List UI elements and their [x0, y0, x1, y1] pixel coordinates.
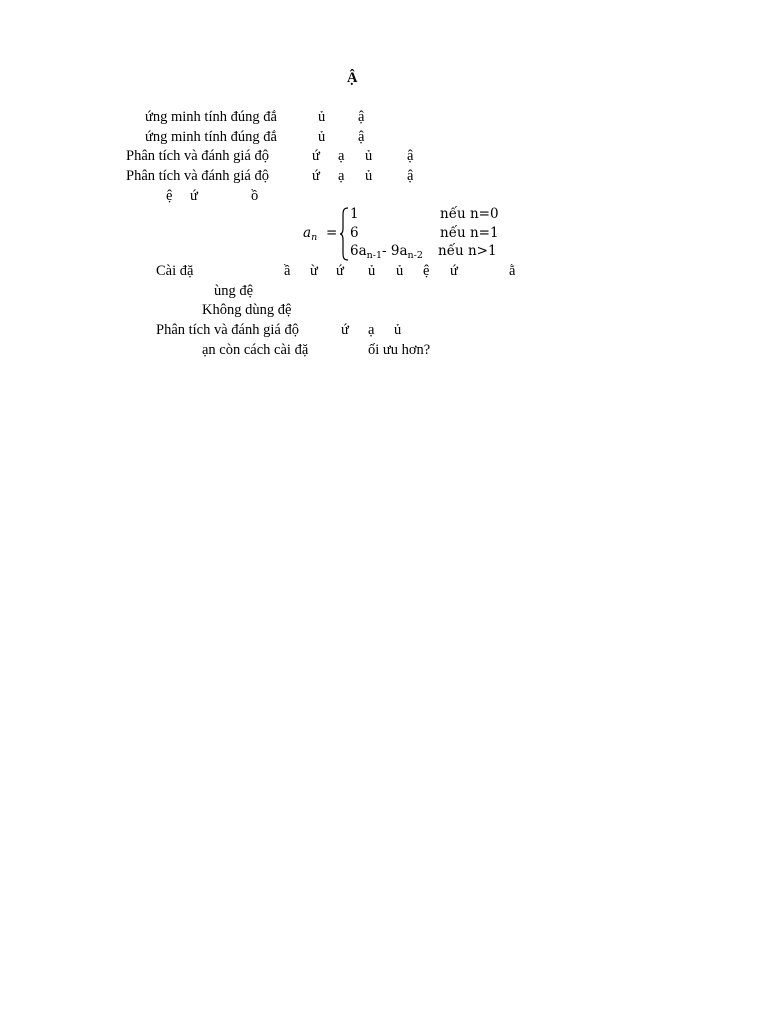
text-line: Cài đặ: [156, 263, 194, 279]
left-brace-icon: [339, 207, 349, 261]
text-line-fragment: ứ: [312, 148, 320, 164]
text-line-fragment: ạ: [338, 148, 345, 164]
formula-equals: =: [326, 225, 338, 241]
text-line-fragment: ứ: [341, 322, 349, 338]
formula-lhs: $a_n$: [303, 225, 318, 243]
text-line-fragment: ạ: [338, 168, 345, 184]
case-value: 6: [350, 225, 359, 241]
text-line-fragment: ậ: [407, 168, 414, 184]
text-line: ùng đệ: [214, 283, 254, 299]
text-line-fragment: ủ: [365, 168, 373, 184]
text-line: ạn còn cách cài đặ: [202, 342, 309, 358]
text-line-fragment: ồ: [251, 188, 259, 204]
text-line-fragment: ệ: [423, 263, 430, 279]
document-title: Ậ: [347, 70, 358, 86]
case-value: 1: [350, 206, 359, 222]
text-line: ứng minh tính đúng đắ: [145, 129, 277, 145]
case-condition: nếu n>1: [438, 243, 497, 259]
text-line-fragment: ứ: [450, 263, 458, 279]
case-condition: nếu n=1: [440, 225, 499, 241]
case-condition: nếu n=0: [440, 206, 499, 222]
case-value: $6a_{n-1}-$ $9a_{n-2}$: [350, 243, 423, 261]
text-line-fragment: ứ: [190, 188, 198, 204]
text-line: Phân tích và đánh giá độ: [126, 148, 269, 164]
text-line-fragment: ằ: [509, 263, 516, 279]
text-line: ứng minh tính đúng đắ: [145, 109, 277, 125]
text-line-fragment: ối ưu hơn?: [368, 342, 431, 358]
text-line: Không dùng đệ: [202, 302, 292, 318]
text-line-fragment: ạ: [368, 322, 375, 338]
text-line-fragment: ậ: [358, 109, 365, 125]
text-line-fragment: ủ: [396, 263, 404, 279]
text-line-fragment: ủ: [318, 109, 326, 125]
text-line-fragment: ầ: [284, 263, 291, 279]
text-line: Phân tích và đánh giá độ: [126, 168, 269, 184]
text-line-fragment: ậ: [407, 148, 414, 164]
text-line: Phân tích và đánh giá độ: [156, 322, 299, 338]
text-line-fragment: ủ: [365, 148, 373, 164]
text-line-fragment: ừ: [310, 263, 318, 279]
text-line-fragment: ứ: [336, 263, 344, 279]
text-line: ệ: [166, 188, 173, 204]
text-line-fragment: ứ: [312, 168, 320, 184]
text-line-fragment: ủ: [394, 322, 402, 338]
text-line-fragment: ủ: [318, 129, 326, 145]
text-line-fragment: ậ: [358, 129, 365, 145]
text-line-fragment: ủ: [368, 263, 376, 279]
